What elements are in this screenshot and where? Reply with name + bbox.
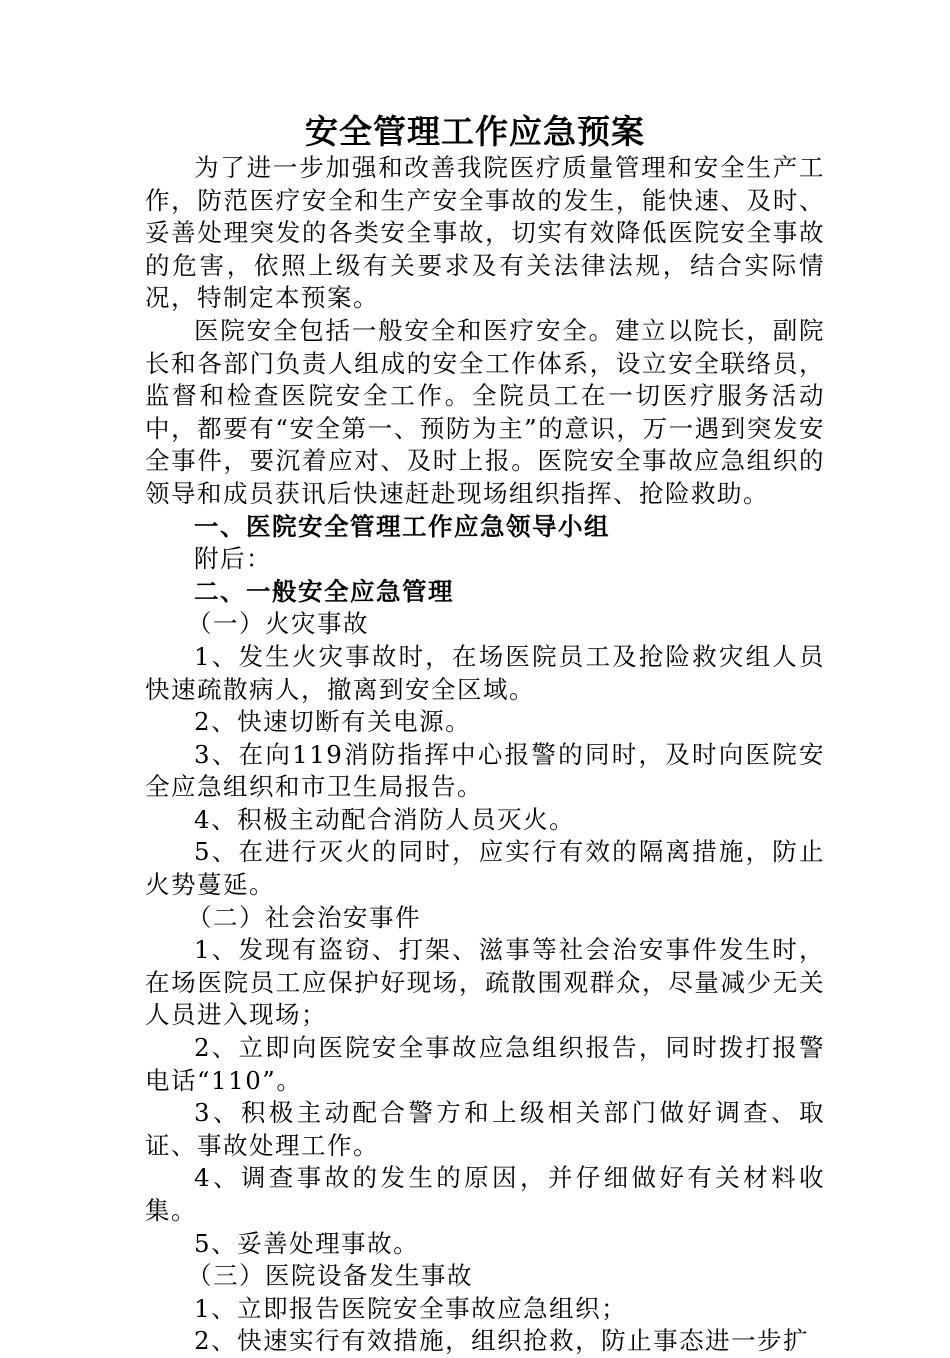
attachment-note: 附后： bbox=[194, 544, 272, 574]
list-item: 4、调查事故的发生的原因，并仔细做好有关材料收集。 bbox=[145, 1163, 825, 1225]
list-item: 1、立即报告医院安全事故应急组织； bbox=[194, 1293, 628, 1323]
list-item: 2、快速切断有关电源。 bbox=[194, 707, 472, 737]
subsection-title-equipment: （三）医院设备发生事故 bbox=[187, 1261, 473, 1291]
list-item: 5、在进行灭火的同时，应实行有效的隔离措施，防止火势蔓延。 bbox=[145, 837, 825, 900]
list-item: 5、妥善处理事故。 bbox=[194, 1228, 420, 1258]
subsection-title-fire: （一）火灾事故 bbox=[187, 609, 369, 639]
list-item: 3、在向119消防指挥中心报警的同时，及时向医院安全应急组织和市卫生局报告。 bbox=[145, 739, 825, 802]
list-item: 1、发现有盗窃、打架、滋事等社会治安事件发生时，在场医院员工应保护好现场，疏散围观群众，尽量减少无关人员进入现场； bbox=[145, 935, 825, 1030]
list-item: 3、积极主动配合警方和上级相关部门做好调查、取证、事故处理工作。 bbox=[145, 1098, 825, 1160]
list-item: 1、发生火灾事故时，在场医院员工及抢险救灾组人员快速疏散病人，撤离到安全区域。 bbox=[145, 641, 825, 704]
list-item: 2、立即向医院安全事故应急组织报告，同时拨打报警电话“110”。 bbox=[145, 1033, 825, 1095]
subsection-title-security: （二）社会治安事件 bbox=[187, 902, 421, 932]
intro-paragraph: 为了进一步加强和改善我院医疗质量管理和安全生产工作，防范医疗安全和生产安全事故的发生，能快速、及时、妥善处理突发的各类安全事故，切实有效降低医院安全事故的危害，依照上级有关要求及有关法律法规，结合实际情况，特制定本预案。 bbox=[145, 153, 825, 313]
list-item: 4、积极主动配合消防人员灭火。 bbox=[194, 804, 576, 834]
document-body bbox=[145, 152, 825, 1358]
section-heading-2: 二、一般安全应急管理 bbox=[194, 576, 454, 606]
section-heading-1: 一、医院安全管理工作应急领导小组 bbox=[194, 511, 610, 541]
list-item: 2、快速实行有效措施，组织抢救，防止事态进一步扩 bbox=[194, 1326, 810, 1356]
scope-paragraph: 医院安全包括一般安全和医疗安全。建立以院长，副院长和各部门负责人组成的安全工作体系，设立安全联络员，监督和检查医院安全工作。全院员工在一切医疗服务活动中，都要有“安全第一、预防为主”的意识，万一遇到突发安全事件，要沉着应对、及时上报。医院安全事故应急组织的领导和成员获讯后快速赶赴现场组织指挥、抢险救助。 bbox=[145, 315, 825, 508]
document-title: 安全管理工作应急预案 bbox=[305, 112, 645, 151]
